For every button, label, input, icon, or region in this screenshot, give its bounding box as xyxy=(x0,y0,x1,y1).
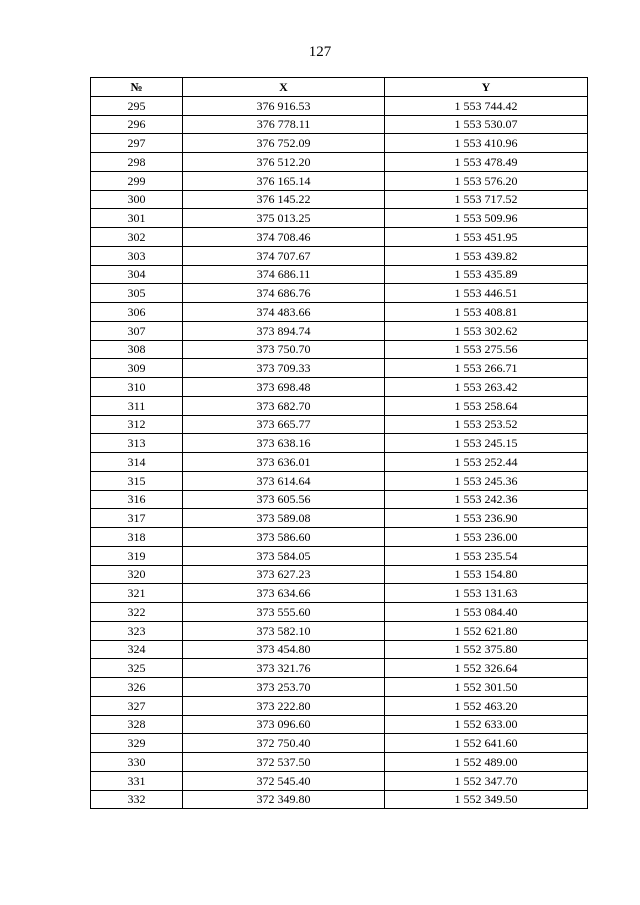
x-coordinate-cell: 373 636.01 xyxy=(183,453,385,472)
x-coordinate-cell: 372 349.80 xyxy=(183,790,385,809)
x-coordinate-cell: 373 894.74 xyxy=(183,321,385,340)
y-coordinate-cell: 1 552 375.80 xyxy=(385,640,588,659)
table-row xyxy=(91,265,588,284)
table-row xyxy=(91,790,588,809)
table-row xyxy=(91,640,588,659)
point-number-cell: 296 xyxy=(91,115,183,134)
y-coordinate-cell: 1 553 235.54 xyxy=(385,546,588,565)
table-row xyxy=(91,715,588,734)
point-number-cell: 320 xyxy=(91,565,183,584)
point-number-cell: 299 xyxy=(91,171,183,190)
point-number-cell: 314 xyxy=(91,453,183,472)
table-row xyxy=(91,153,588,172)
y-coordinate-cell: 1 553 245.36 xyxy=(385,471,588,490)
table-row xyxy=(91,359,588,378)
point-number-cell: 327 xyxy=(91,696,183,715)
point-number-cell: 321 xyxy=(91,584,183,603)
point-number-cell: 317 xyxy=(91,509,183,528)
y-coordinate-cell: 1 553 275.56 xyxy=(385,340,588,359)
table-row xyxy=(91,434,588,453)
y-coordinate-cell: 1 553 263.42 xyxy=(385,378,588,397)
table-row xyxy=(91,509,588,528)
x-coordinate-cell: 376 165.14 xyxy=(183,171,385,190)
x-coordinate-cell: 374 483.66 xyxy=(183,303,385,322)
x-coordinate-cell: 376 916.53 xyxy=(183,96,385,115)
point-number-cell: 301 xyxy=(91,209,183,228)
table-row xyxy=(91,134,588,153)
table-row xyxy=(91,228,588,247)
y-coordinate-cell: 1 553 446.51 xyxy=(385,284,588,303)
x-coordinate-cell: 373 750.70 xyxy=(183,340,385,359)
table-row xyxy=(91,603,588,622)
point-number-cell: 319 xyxy=(91,546,183,565)
y-coordinate-cell: 1 552 347.70 xyxy=(385,771,588,790)
y-coordinate-cell: 1 553 253.52 xyxy=(385,415,588,434)
point-number-cell: 315 xyxy=(91,471,183,490)
x-coordinate-cell: 373 634.66 xyxy=(183,584,385,603)
point-number-cell: 310 xyxy=(91,378,183,397)
x-coordinate-cell: 372 537.50 xyxy=(183,753,385,772)
column-header-number: № xyxy=(91,78,183,97)
point-number-cell: 295 xyxy=(91,96,183,115)
point-number-cell: 300 xyxy=(91,190,183,209)
y-coordinate-cell: 1 552 489.00 xyxy=(385,753,588,772)
table-row xyxy=(91,471,588,490)
x-coordinate-cell: 373 709.33 xyxy=(183,359,385,378)
x-coordinate-cell: 373 222.80 xyxy=(183,696,385,715)
table-row xyxy=(91,678,588,697)
table-row xyxy=(91,659,588,678)
point-number-cell: 307 xyxy=(91,321,183,340)
x-coordinate-cell: 376 145.22 xyxy=(183,190,385,209)
point-number-cell: 311 xyxy=(91,396,183,415)
table-row xyxy=(91,378,588,397)
x-coordinate-cell: 373 586.60 xyxy=(183,528,385,547)
y-coordinate-cell: 1 552 463.20 xyxy=(385,696,588,715)
x-coordinate-cell: 373 605.56 xyxy=(183,490,385,509)
y-coordinate-cell: 1 553 245.15 xyxy=(385,434,588,453)
table-header xyxy=(91,78,588,97)
x-coordinate-cell: 373 614.64 xyxy=(183,471,385,490)
table-row xyxy=(91,490,588,509)
y-coordinate-cell: 1 552 301.50 xyxy=(385,678,588,697)
table-row xyxy=(91,453,588,472)
point-number-cell: 330 xyxy=(91,753,183,772)
y-coordinate-cell: 1 552 621.80 xyxy=(385,621,588,640)
x-coordinate-cell: 376 752.09 xyxy=(183,134,385,153)
table-row xyxy=(91,303,588,322)
point-number-cell: 332 xyxy=(91,790,183,809)
x-coordinate-cell: 372 750.40 xyxy=(183,734,385,753)
x-coordinate-cell: 373 627.23 xyxy=(183,565,385,584)
y-coordinate-cell: 1 553 744.42 xyxy=(385,96,588,115)
table-row xyxy=(91,246,588,265)
table-row xyxy=(91,284,588,303)
y-coordinate-cell: 1 553 131.63 xyxy=(385,584,588,603)
y-coordinate-cell: 1 553 576.20 xyxy=(385,171,588,190)
table-row xyxy=(91,565,588,584)
y-coordinate-cell: 1 552 349.50 xyxy=(385,790,588,809)
coordinates-table xyxy=(90,77,588,809)
y-coordinate-cell: 1 553 530.07 xyxy=(385,115,588,134)
point-number-cell: 306 xyxy=(91,303,183,322)
x-coordinate-cell: 376 778.11 xyxy=(183,115,385,134)
y-coordinate-cell: 1 553 451.95 xyxy=(385,228,588,247)
x-coordinate-cell: 375 013.25 xyxy=(183,209,385,228)
x-coordinate-cell: 373 638.16 xyxy=(183,434,385,453)
x-coordinate-cell: 373 584.05 xyxy=(183,546,385,565)
table-row xyxy=(91,753,588,772)
x-coordinate-cell: 373 589.08 xyxy=(183,509,385,528)
table-row xyxy=(91,415,588,434)
x-coordinate-cell: 373 253.70 xyxy=(183,678,385,697)
x-coordinate-cell: 373 321.76 xyxy=(183,659,385,678)
y-coordinate-cell: 1 553 266.71 xyxy=(385,359,588,378)
table-row xyxy=(91,115,588,134)
table-row xyxy=(91,340,588,359)
column-header-x: X xyxy=(183,78,385,97)
x-coordinate-cell: 374 707.67 xyxy=(183,246,385,265)
x-coordinate-cell: 373 454.80 xyxy=(183,640,385,659)
y-coordinate-cell: 1 553 154.80 xyxy=(385,565,588,584)
x-coordinate-cell: 374 708.46 xyxy=(183,228,385,247)
y-coordinate-cell: 1 553 242.36 xyxy=(385,490,588,509)
x-coordinate-cell: 373 555.60 xyxy=(183,603,385,622)
x-coordinate-cell: 373 582.10 xyxy=(183,621,385,640)
y-coordinate-cell: 1 553 408.81 xyxy=(385,303,588,322)
point-number-cell: 326 xyxy=(91,678,183,697)
point-number-cell: 322 xyxy=(91,603,183,622)
y-coordinate-cell: 1 553 236.00 xyxy=(385,528,588,547)
point-number-cell: 303 xyxy=(91,246,183,265)
point-number-cell: 304 xyxy=(91,265,183,284)
x-coordinate-cell: 372 545.40 xyxy=(183,771,385,790)
point-number-cell: 297 xyxy=(91,134,183,153)
table-row xyxy=(91,771,588,790)
point-number-cell: 305 xyxy=(91,284,183,303)
table-row xyxy=(91,546,588,565)
y-coordinate-cell: 1 552 633.00 xyxy=(385,715,588,734)
y-coordinate-cell: 1 553 410.96 xyxy=(385,134,588,153)
x-coordinate-cell: 374 686.11 xyxy=(183,265,385,284)
page-number: 127 xyxy=(308,44,332,60)
point-number-cell: 328 xyxy=(91,715,183,734)
table-row xyxy=(91,696,588,715)
y-coordinate-cell: 1 553 302.62 xyxy=(385,321,588,340)
x-coordinate-cell: 373 698.48 xyxy=(183,378,385,397)
y-coordinate-cell: 1 553 439.82 xyxy=(385,246,588,265)
y-coordinate-cell: 1 553 509.96 xyxy=(385,209,588,228)
y-coordinate-cell: 1 553 717.52 xyxy=(385,190,588,209)
point-number-cell: 323 xyxy=(91,621,183,640)
x-coordinate-cell: 376 512.20 xyxy=(183,153,385,172)
table-row xyxy=(91,734,588,753)
point-number-cell: 309 xyxy=(91,359,183,378)
point-number-cell: 316 xyxy=(91,490,183,509)
y-coordinate-cell: 1 552 641.60 xyxy=(385,734,588,753)
table-row xyxy=(91,96,588,115)
point-number-cell: 331 xyxy=(91,771,183,790)
point-number-cell: 308 xyxy=(91,340,183,359)
table-row xyxy=(91,528,588,547)
point-number-cell: 313 xyxy=(91,434,183,453)
y-coordinate-cell: 1 553 084.40 xyxy=(385,603,588,622)
point-number-cell: 302 xyxy=(91,228,183,247)
point-number-cell: 312 xyxy=(91,415,183,434)
table-row xyxy=(91,209,588,228)
point-number-cell: 329 xyxy=(91,734,183,753)
y-coordinate-cell: 1 553 435.89 xyxy=(385,265,588,284)
y-coordinate-cell: 1 553 236.90 xyxy=(385,509,588,528)
table-row xyxy=(91,321,588,340)
y-coordinate-cell: 1 553 478.49 xyxy=(385,153,588,172)
table-row xyxy=(91,584,588,603)
point-number-cell: 298 xyxy=(91,153,183,172)
x-coordinate-cell: 374 686.76 xyxy=(183,284,385,303)
header-row xyxy=(91,78,588,97)
x-coordinate-cell: 373 682.70 xyxy=(183,396,385,415)
column-header-y: Y xyxy=(385,78,588,97)
point-number-cell: 324 xyxy=(91,640,183,659)
table-row xyxy=(91,171,588,190)
y-coordinate-cell: 1 553 258.64 xyxy=(385,396,588,415)
point-number-cell: 318 xyxy=(91,528,183,547)
x-coordinate-cell: 373 096.60 xyxy=(183,715,385,734)
table-row xyxy=(91,396,588,415)
table-row xyxy=(91,190,588,209)
table-row xyxy=(91,621,588,640)
point-number-cell: 325 xyxy=(91,659,183,678)
x-coordinate-cell: 373 665.77 xyxy=(183,415,385,434)
y-coordinate-cell: 1 553 252.44 xyxy=(385,453,588,472)
table-body xyxy=(91,96,588,809)
y-coordinate-cell: 1 552 326.64 xyxy=(385,659,588,678)
